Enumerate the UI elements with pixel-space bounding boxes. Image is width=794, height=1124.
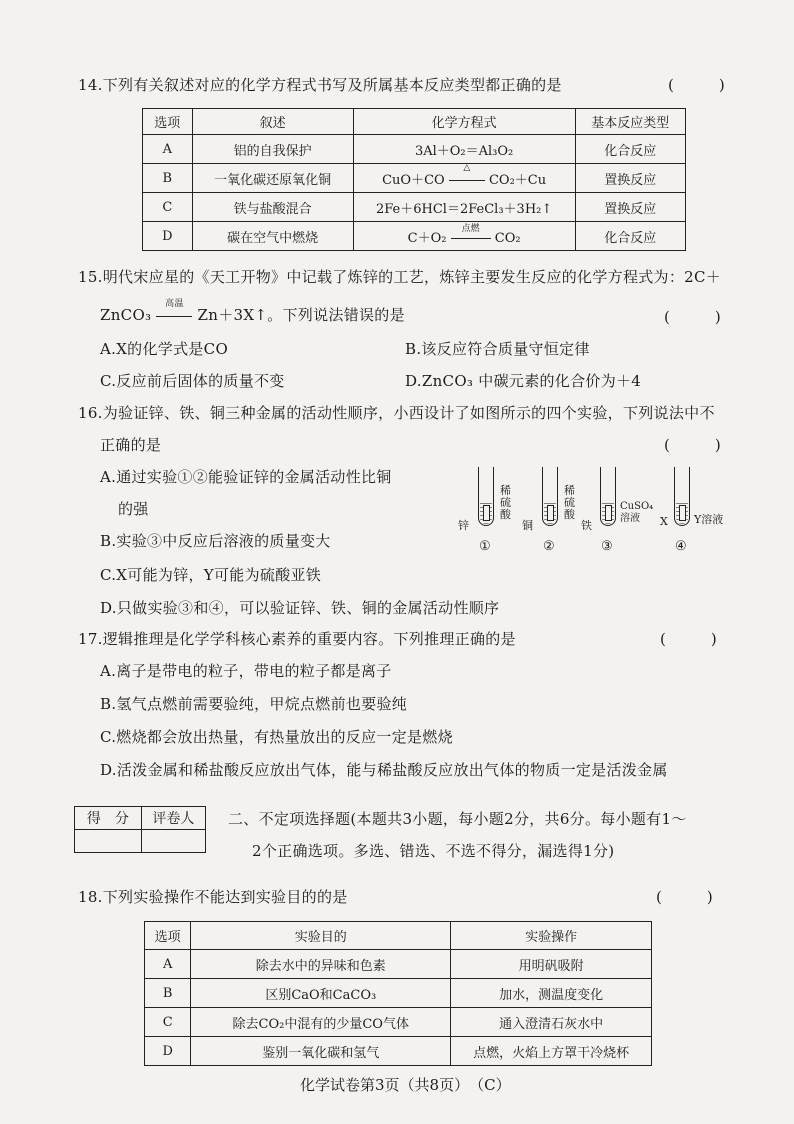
q16-stem-cont: 正确的是 [100,436,162,454]
q14-header-desc: 叙述 [192,109,353,135]
q14-type-a: 化合反应 [575,135,685,164]
tube2-number: ② [543,539,555,554]
q14-stem: 14.下列有关叙述对应的化学方程式书写及所属基本反应类型都正确的是 [78,76,562,94]
q14-desc-d: 碳在空气中燃烧 [192,222,353,251]
q14-eq-b-right: CO₂＋Cu [488,172,547,188]
q17-option-d[interactable]: D.活泼金属和稀盐酸反应放出气体，能与稀盐酸反应放出气体的物质一定是活泼金属 [100,761,668,779]
q16-stem: 16.为验证锌、铁、铜三种金属的活动性顺序，小西设计了如图所示的四个实验，下列说法中不 [78,404,715,422]
q14-desc-b: 一氧化碳还原氧化铜 [192,164,353,193]
q15-equation [100,299,405,325]
test-tube-3 [600,467,616,526]
test-tube-1 [478,467,494,526]
tube3-solution-label: CuSO₄溶液 [620,501,654,524]
q18-header-option: 选项 [145,922,191,950]
tube1-metal-label: 锌 [458,519,469,532]
q18-opt-b: B [145,979,191,1008]
q14-desc-a: 铝的自我保护 [192,135,353,164]
tube4-solution-label: Y溶液 [694,513,724,526]
q18-opt-a: A [145,950,191,979]
q17-option-a[interactable]: A.离子是带电的粒子，带电的粒子都是离子 [100,662,392,680]
q14-eq-a: 3Al＋O₂＝Al₃O₂ [353,135,575,164]
grader-label: 评卷人 [141,807,205,830]
q14-desc-c: 铁与盐酸混合 [192,193,353,222]
q18-header-goal: 实验目的 [191,922,451,950]
section2-instructions: 2个正确选项。多选、错选、不选不得分，漏选得1分) [252,842,615,860]
grader-input[interactable] [141,830,205,853]
q18-opt-c: C [145,1008,191,1037]
q14-eq-d-cond: 点燃 [461,223,480,234]
score-input[interactable] [75,830,142,853]
q17-answer-paren[interactable]: ( ) [660,630,717,648]
q16-option-a-cont: 的强 [118,500,149,518]
q16-figure [450,465,730,565]
q18-header-op: 实验操作 [451,922,652,950]
q14-eq-d-left: C＋O₂ [407,230,447,246]
q16-option-c[interactable]: C.X可能为锌，Y可能为硫酸亚铁 [100,566,322,584]
q16-option-a[interactable]: A.通过实验①②能验证锌的金属活动性比铜 [100,468,392,486]
q15-option-c[interactable]: C.反应前后固体的质量不变 [100,372,285,390]
q14-eq-d [353,222,575,251]
section2-title: 二、不定项选择题(本题共3小题，每小题2分，共6分。每小题有1～ [228,810,687,828]
tube3-metal-label: 铁 [581,519,592,532]
q17-option-b[interactable]: B.氢气点燃前需要验纯，甲烷点燃前也要验纯 [100,695,408,713]
q14-type-d: 化合反应 [575,222,685,251]
q17-option-c[interactable]: C.燃烧都会放出热量，有热量放出的反应一定是燃烧 [100,728,453,746]
tube2-metal-label: 铜 [522,519,533,532]
q14-header-eq: 化学方程式 [353,109,575,135]
q18-goal-b: 区别CaO和CaCO₃ [191,979,451,1008]
q15-stem: 15.明代宋应星的《天工开物》中记载了炼锌的工艺，炼锌主要发生反应的化学方程式为：2C＋ [78,268,722,286]
tube2-solution-label: 稀硫酸 [564,484,575,521]
q17-stem: 17.逻辑推理是化学学科核心素养的重要内容。下列推理正确的是 [78,630,516,648]
q18-goal-a: 除去水中的异味和色素 [191,950,451,979]
q18-op-b: 加水，测温度变化 [451,979,652,1008]
q18-goal-c: 除去CO₂中混有的少量CO气体 [191,1008,451,1037]
q14-header-type: 基本反应类型 [575,109,685,135]
q18-op-a: 用明矾吸附 [451,950,652,979]
tube4-metal-label: X [660,515,668,528]
tube4-number: ④ [675,539,687,554]
q14-type-b: 置换反应 [575,164,685,193]
q14-opt-a: A [143,135,193,164]
test-tube-2 [542,467,558,526]
q14-eq-d-right: CO₂ [494,230,521,246]
q15-eq-right: Zn＋3X↑。下列说法错误的是 [197,306,405,324]
q16-answer-paren[interactable]: ( ) [664,436,721,454]
q15-eq-cond: 高温 [165,299,184,309]
q18-table [144,921,652,1066]
q16-option-b[interactable]: B.实验③中反应后溶液的质量变大 [100,532,331,550]
q18-answer-paren[interactable]: ( ) [656,888,713,906]
tube1-solution-label: 稀硫酸 [500,484,511,521]
tube3-number: ③ [601,539,613,554]
q18-op-d: 点燃，火焰上方罩干冷烧杯 [451,1037,652,1066]
tube1-number: ① [479,539,491,554]
q14-opt-d: D [143,222,193,251]
q14-eq-b-cond: △ [463,162,471,173]
q16-option-d[interactable]: D.只做实验③和④，可以验证锌、铁、铜的金属活动性顺序 [100,599,500,617]
q15-eq-left: ZnCO₃ [100,306,152,324]
q18-opt-d: D [145,1037,191,1066]
q14-table [142,108,686,251]
q18-stem: 18.下列实验操作不能达到实验目的的是 [78,888,348,906]
q14-eq-b [353,164,575,193]
q18-goal-d: 鉴别一氧化碳和氢气 [191,1037,451,1066]
q14-header-option: 选项 [143,109,193,135]
q14-eq-c: 2Fe＋6HCl＝2FeCl₃＋3H₂↑ [353,193,575,222]
q14-opt-b: B [143,164,193,193]
page-footer: 化学试卷第3页（共8页） （C） [300,1076,511,1094]
q14-answer-paren[interactable]: ( ) [668,76,725,94]
q15-answer-paren[interactable]: ( ) [664,308,721,326]
q15-option-b[interactable]: B.该反应符合质量守恒定律 [405,340,590,358]
q15-option-a[interactable]: A.X的化学式是CO [100,340,229,358]
q14-type-c: 置换反应 [575,193,685,222]
score-label: 得 分 [75,807,142,830]
q14-eq-b-left: CuO＋CO [382,172,445,188]
q14-opt-c: C [143,193,193,222]
q15-option-d[interactable]: D.ZnCO₃ 中碳元素的化合价为＋4 [405,372,642,390]
test-tube-4 [674,467,690,526]
q18-op-c: 通入澄清石灰水中 [451,1008,652,1037]
score-box [74,806,206,853]
